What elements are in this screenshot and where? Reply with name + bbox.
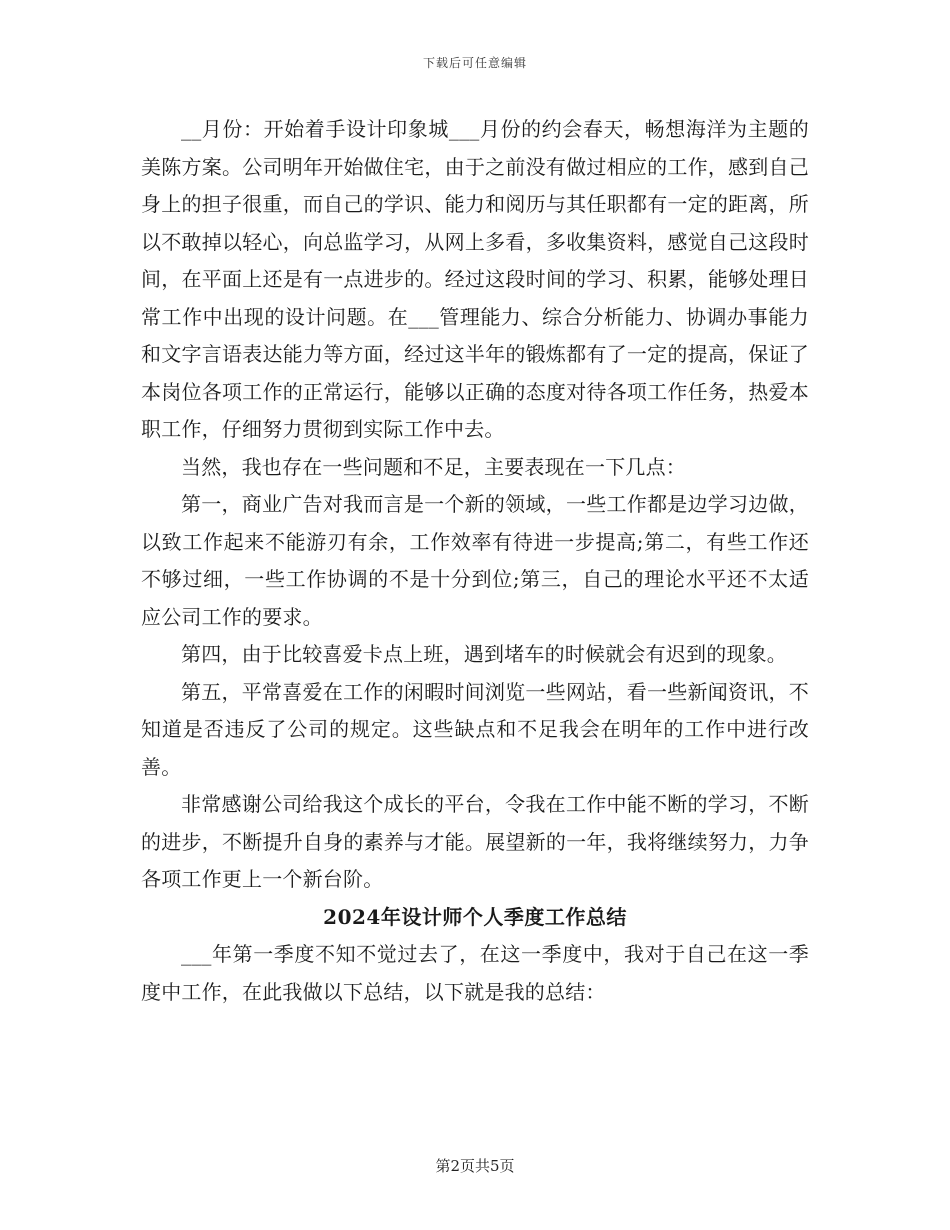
document-body: [141, 111, 809, 1011]
paragraph-work-review: __月份：开始着手设计印象城___月份的约会春天，畅想海洋为主题的美陈方案。公司明年开始做住宅，由于之前没有做过相应的工作，感到自己身上的担子很重，而自己的学识、能力和阅历与其任职都有一定的距离，所以不敢掉以轻心，向总监学习，从网上多看，多收集资料，感觉自己这段时间，在平面上还是有一点进步的。经过这段时间的学习、积累，能够处理日常工作中出现的设计问题。在___管理能力、综合分析能力、协调办事能力和文字言语表达能力等方面，经过这半年的锻炼都有了一定的提高，保证了本岗位各项工作的正常运行，能够以正确的态度对待各项工作任务，热爱本职工作，仔细努力贯彻到实际工作中去。: [141, 117, 809, 441]
page-number: 第2页共5页: [435, 1157, 515, 1175]
paragraph-shortcoming-4: 第四，由于比较喜爱卡点上班，遇到堵车的时候就会有迟到的现象。: [181, 642, 787, 666]
paragraph-gratitude: 非常感谢公司给我这个成长的平台，令我在工作中能不断的学习，不断的进步，不断提升自身的素养与才能。展望新的一年，我将继续努力，力争各项工作更上一个新台阶。: [141, 792, 809, 891]
section-title: 2024年设计师个人季度工作总结: [323, 904, 627, 929]
paragraph-shortcomings-1-3: 第一，商业广告对我而言是一个新的领域，一些工作都是边学习边做，以致工作起来不能游刃有余，工作效率有待进一步提高;第二，有些工作还不够过细，一些工作协调的不是十分到位;第三，自己的理论水平还不太适应公司工作的要求。: [141, 492, 809, 629]
paragraph-shortcomings-intro: 当然，我也存在一些问题和不足，主要表现在一下几点：: [181, 454, 686, 479]
page-header: 下载后可任意编辑: [422, 56, 527, 70]
paragraph-shortcoming-5: 第五，平常喜爱在工作的闲暇时间浏览一些网站，看一些新闻资讯，不知道是否违反了公司的规定。这些缺点和不足我会在明年的工作中进行改善。: [141, 679, 809, 779]
paragraph-quarter-intro: ___年第一季度不知不觉过去了，在这一季度中，我对于自己在这一季度中工作，在此我做以下总结，以下就是我的总结：: [141, 942, 809, 1004]
